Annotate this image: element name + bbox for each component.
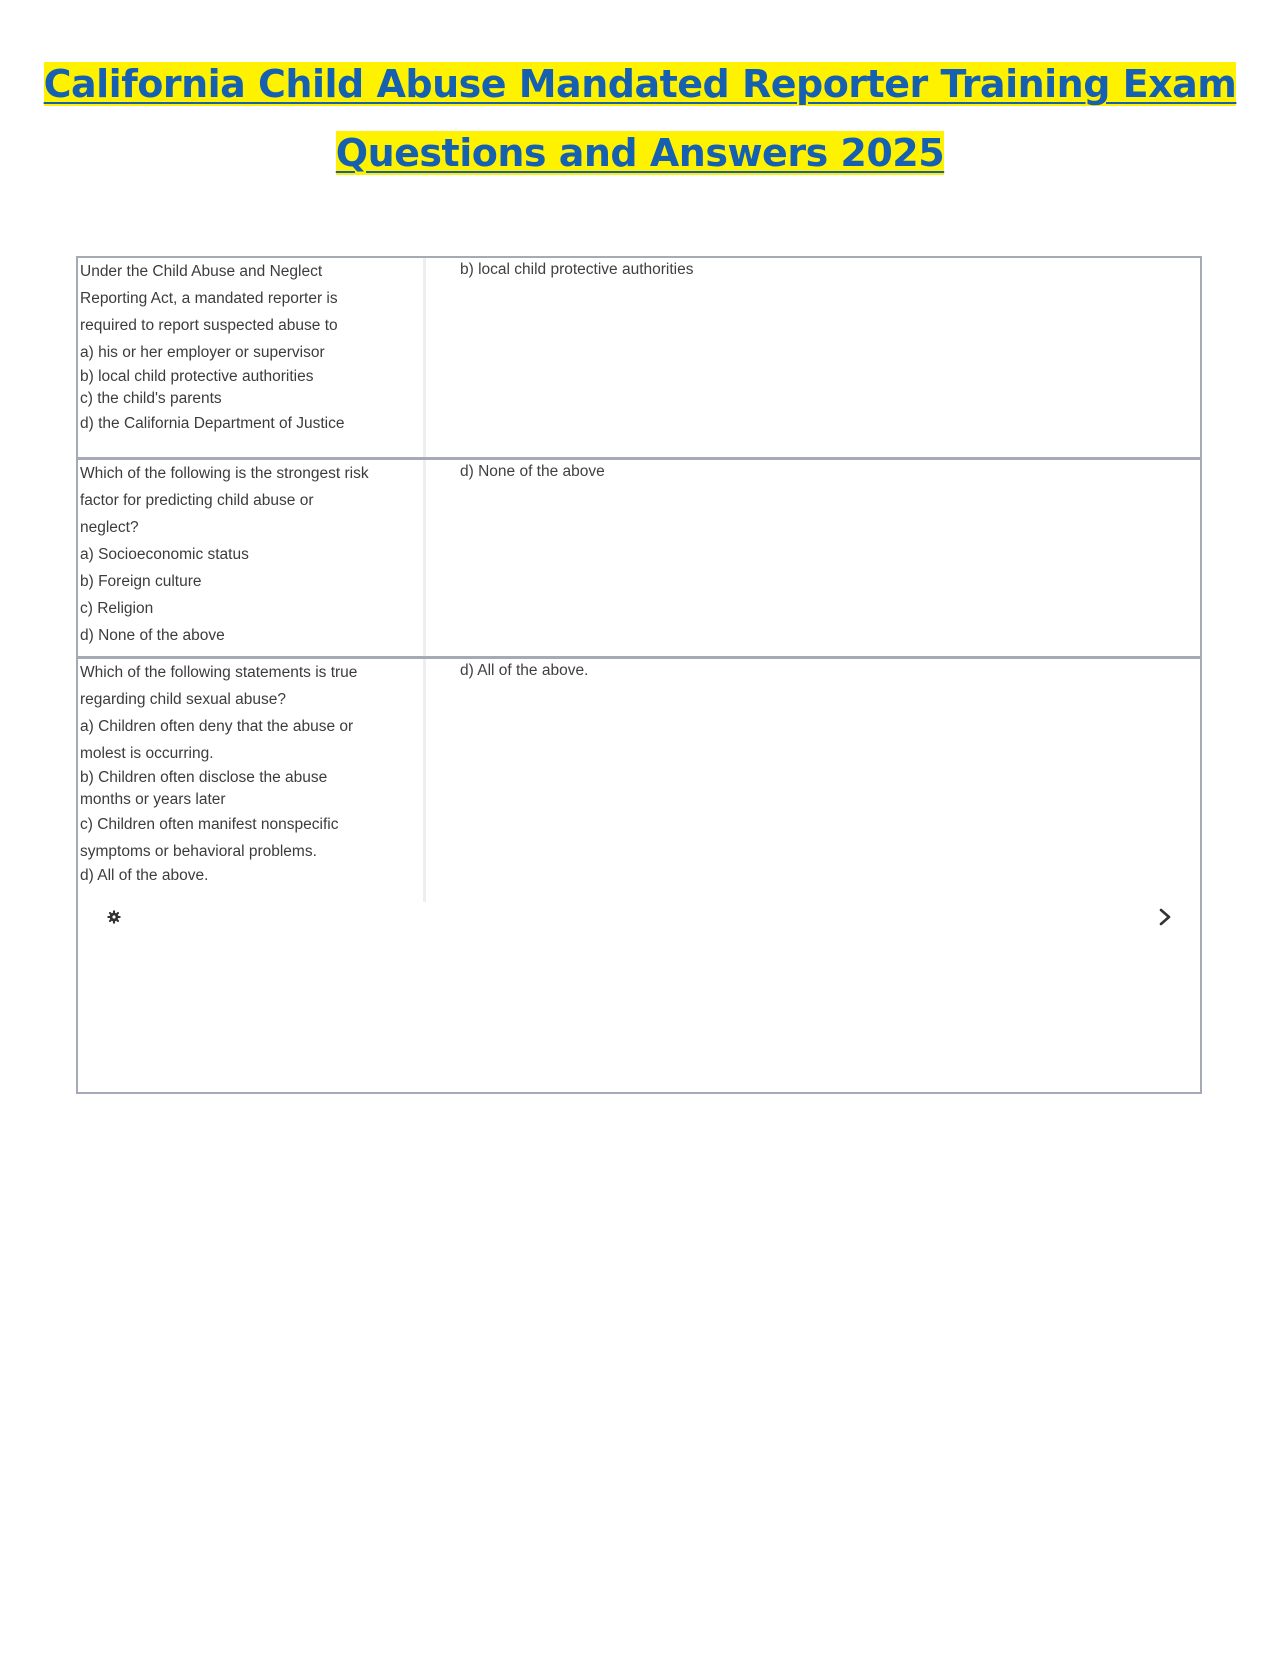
chevron-right-icon[interactable] [1156,906,1174,928]
qa-row [78,258,1200,458]
question-line: c) the child's parents [80,390,222,407]
question-line: Reporting Act, a mandated reporter is [80,290,338,307]
question-line: b) Foreign culture [80,573,202,590]
question-line: d) None of the above [80,627,225,644]
answer-cell: d) None of the above [460,463,605,480]
qa-row [78,656,1200,902]
question-cell [78,460,426,657]
question-line: Which of the following is the strongest risk [80,465,369,482]
question-line: molest is occurring. [80,745,214,762]
question-line: Under the Child Abuse and Neglect [80,263,323,280]
question-line: d) the California Department of Justice [80,415,345,432]
question-line: months or years later [80,791,226,808]
qa-row [78,457,1200,657]
answer-cell: b) local child protective authorities [460,261,694,278]
title-line-1[interactable]: California Child Abuse Mandated Reporter Training Exam [43,62,1237,106]
question-line: d) All of the above. [80,867,209,884]
question-line: c) Children often manifest nonspecific [80,816,339,833]
document-title [40,54,1240,192]
flashcard-panel [76,256,1202,1094]
question-line: b) Children often disclose the abuse [80,769,328,786]
answer-cell: d) All of the above. [460,662,589,679]
question-cell [78,258,426,458]
question-line: Which of the following statements is true [80,664,358,681]
question-line: a) his or her employer or supervisor [80,344,325,361]
gear-icon[interactable] [107,910,121,924]
question-line: factor for predicting child abuse or [80,492,314,509]
title-line-2[interactable]: Questions and Answers 2025 [335,131,945,175]
question-line: b) local child protective authorities [80,368,314,385]
question-line: a) Children often deny that the abuse or [80,718,354,735]
question-line: regarding child sexual abuse? [80,691,286,708]
question-line: neglect? [80,519,139,536]
question-line: c) Religion [80,600,154,617]
question-line: a) Socioeconomic status [80,546,249,563]
question-line: symptoms or behavioral problems. [80,843,317,860]
question-cell [78,659,426,902]
question-line: required to report suspected abuse to [80,317,338,334]
